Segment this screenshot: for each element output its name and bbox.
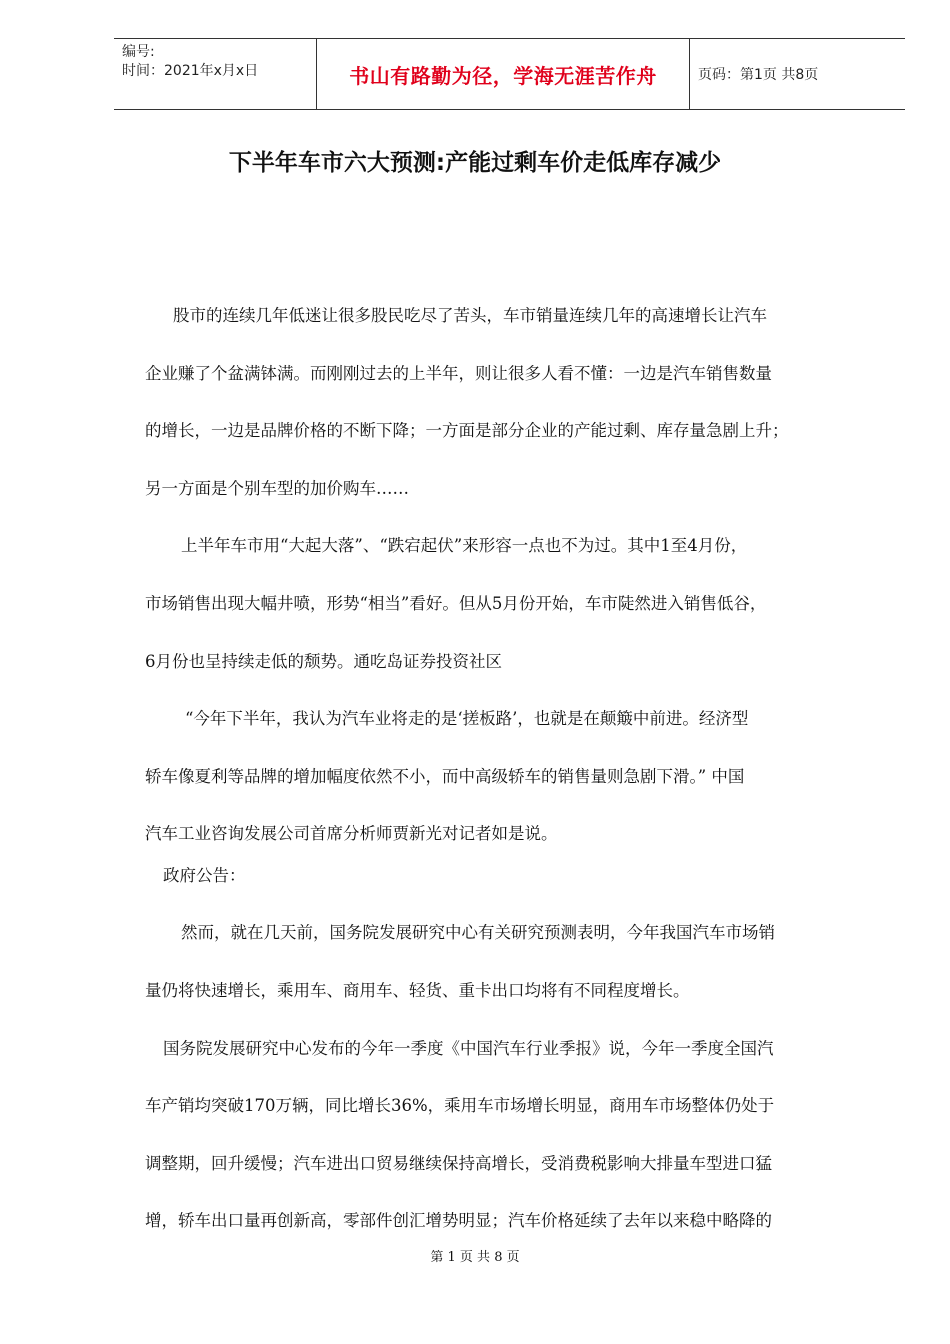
text-line: 6月份也呈持续走低的颓势。通吃岛证券投资社区 <box>145 651 502 671</box>
text-line: 调整期，回升缓慢；汽车进出口贸易继续保持高增长，受消费税影响大排量车型进口猛 <box>145 1153 772 1173</box>
text-line: 另一方面是个别车型的加价购车…… <box>145 478 409 498</box>
time-label: 时间：2021年x月x日 <box>122 63 259 79</box>
header-page-info: 页码：第1页 共8页 <box>698 67 819 83</box>
text-line: 汽车工业咨询发展公司首席分析师贾新光对记者如是说。 <box>145 824 558 844</box>
header-motto: 书山有路勤为径，学海无涯苦作舟 <box>316 39 690 109</box>
document-body <box>145 306 885 1269</box>
text-line: 量仍将快速增长，乘用车、商用车、轻货、重卡出口均将有不同程度增长。 <box>145 980 690 1000</box>
text-line: 增，轿车出口量再创新高，零部件创汇增势明显；汽车价格延续了去年以来稳中略降的 <box>145 1211 772 1231</box>
text-line: 上半年车市用“大起大落”、“跌宕起伏”来形容一点也不为过。其中1至4月份， <box>181 536 748 556</box>
number-label: 编号: <box>122 44 155 60</box>
header-meta <box>114 39 316 109</box>
text-line: 的增长，一边是品牌价格的不断下降；一方面是部分企业的产能过剩、库存量急剧上升； <box>145 421 789 441</box>
text-line: 轿车像夏利等品牌的增加幅度依然不小，而中高级轿车的销售量则急剧下滑。” 中国 <box>145 766 745 786</box>
text-line: 市场销售出现大幅井喷，形势“相当”看好。但从5月份开始，车市陡然进入销售低谷， <box>145 593 767 613</box>
text-line: 政府公告： <box>163 866 246 886</box>
page-footer: 第 1 页 共 8 页 <box>430 1250 520 1265</box>
text-line: 然而，就在几天前，国务院发展研究中心有关研究预测表明，今年我国汽车市场销 <box>181 923 775 943</box>
text-line: 企业赚了个盆满钵满。而刚刚过去的上半年，则让很多人看不懂：一边是汽车销售数量 <box>145 363 772 383</box>
text-line: 车产销均突破170万辆，同比增长36%，乘用车市场增长明显，商用车市场整体仍处于 <box>145 1096 775 1116</box>
page-header <box>114 38 905 110</box>
document-title: 下半年车市六大预测:产能过剩车价走低库存减少 <box>228 150 722 176</box>
text-line: 股市的连续几年低迷让很多股民吃尽了苦头，车市销量连续几年的高速增长让汽车 <box>173 306 767 325</box>
text-line: “今年下半年，我认为汽车业将走的是‘搓板路’，也就是在颠簸中前进。经济型 <box>185 709 749 729</box>
text-line: 国务院发展研究中心发布的今年一季度《中国汽车行业季报》说，今年一季度全国汽 <box>163 1038 774 1058</box>
